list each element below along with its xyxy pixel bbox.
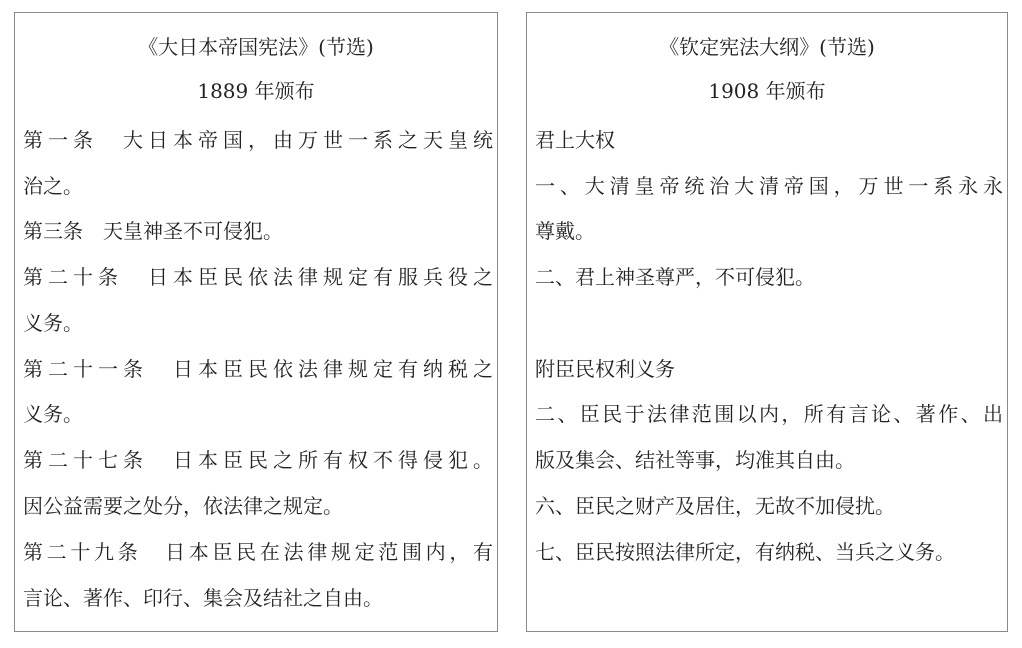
right-line-6: 二、臣民于法律范围以内，所有言论、著作、出 bbox=[535, 402, 1003, 426]
left-line-9: 因公益需要之处分，依法律之规定。 bbox=[23, 494, 343, 518]
right-title: 《钦定宪法大纲》(节选) bbox=[659, 35, 875, 59]
right-panel-qing-constitution bbox=[526, 12, 1008, 632]
left-line-8: 第二十七条 日本臣民之所有权不得侵犯。 bbox=[23, 448, 493, 472]
left-title: 《大日本帝国宪法》(节选) bbox=[138, 35, 374, 59]
left-line-7: 义务。 bbox=[23, 402, 83, 426]
right-line-9: 七、臣民按照法律所定，有纳税、当兵之义务。 bbox=[535, 540, 955, 564]
left-line-6: 第二十一条 日本臣民依法律规定有纳税之 bbox=[23, 357, 493, 381]
right-line-4: 二、君上神圣尊严，不可侵犯。 bbox=[535, 265, 815, 289]
right-line-5: 附臣民权利义务 bbox=[535, 357, 675, 381]
left-line-2: 治之。 bbox=[23, 174, 83, 198]
left-line-1: 第一条 大日本帝国，由万世一系之天皇统 bbox=[23, 128, 493, 152]
right-line-8: 六、臣民之财产及居住，无故不加侵扰。 bbox=[535, 494, 895, 518]
left-line-10: 第二十九条 日本臣民在法律规定范围内，有 bbox=[23, 540, 493, 564]
left-line-5: 义务。 bbox=[23, 311, 83, 335]
left-subtitle: 1889 年颁布 bbox=[197, 79, 315, 103]
right-subtitle: 1908 年颁布 bbox=[708, 79, 826, 103]
right-line-3: 尊戴。 bbox=[535, 219, 595, 243]
left-line-3: 第三条 天皇神圣不可侵犯。 bbox=[23, 219, 283, 243]
left-line-11: 言论、著作、印行、集会及结社之自由。 bbox=[23, 586, 383, 610]
left-line-4: 第二十条 日本臣民依法律规定有服兵役之 bbox=[23, 265, 493, 289]
right-line-2: 一、大清皇帝统治大清帝国，万世一系永永 bbox=[535, 174, 1003, 198]
right-line-1: 君上大权 bbox=[535, 128, 615, 152]
left-panel-japan-constitution bbox=[14, 12, 498, 632]
right-line-7: 版及集会、结社等事，均准其自由。 bbox=[535, 448, 855, 472]
